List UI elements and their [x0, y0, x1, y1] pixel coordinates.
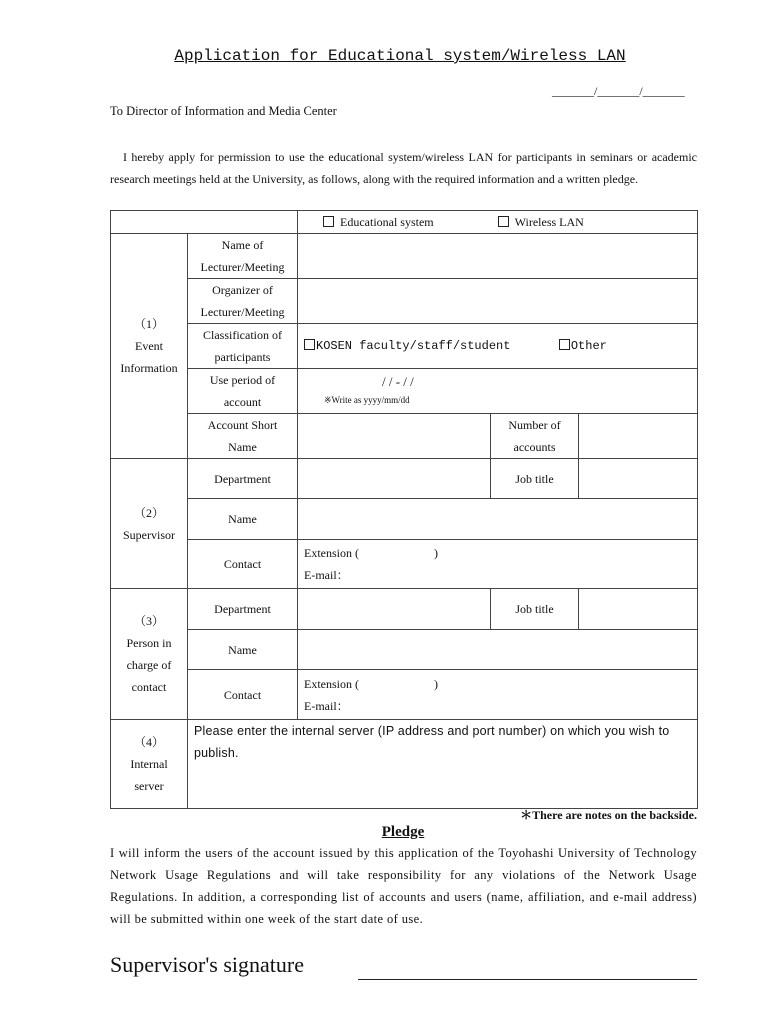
blank-header-cell [111, 211, 298, 234]
supervisor-name-label: Name [188, 499, 298, 540]
section1-label [111, 234, 188, 459]
date-line[interactable]: _______/_______/_______ [552, 84, 685, 98]
use-period-label: Use period of account [188, 369, 298, 414]
educational-checkbox[interactable] [323, 216, 334, 227]
system-options-cell [298, 211, 698, 234]
educational-label: Educational system [340, 215, 434, 229]
contact-department-field[interactable] [298, 589, 491, 630]
backside-note: ＊There are notes on the backside. [520, 808, 697, 822]
supervisor-department-field[interactable] [298, 459, 491, 499]
supervisor-job-title-label: Job title [491, 459, 579, 499]
intro-paragraph [110, 146, 697, 190]
section1-label-2: Information [120, 361, 178, 375]
wireless-label: Wireless LAN [514, 215, 584, 229]
supervisor-contact-field[interactable] [298, 540, 698, 589]
period-format: / / - / / [382, 374, 414, 389]
section2-number: （2） [133, 505, 164, 520]
other-label: Other [570, 339, 607, 353]
name-of-lecturer-label: Name of Lecturer/Meeting [188, 234, 298, 279]
number-accounts-label: Number of accounts [491, 414, 579, 459]
supervisor-contact-label: Contact [188, 540, 298, 589]
account-short-field[interactable] [298, 414, 491, 459]
section1-label-1: Event [135, 339, 163, 353]
wireless-checkbox[interactable] [498, 216, 509, 227]
section3-label-2: charge of [126, 658, 172, 672]
contact-email: E-mail： [304, 698, 349, 713]
contact-job-title-label: Job title [491, 589, 579, 630]
section4-label [111, 720, 188, 809]
supervisor-extension: Extension ( ) [304, 546, 438, 560]
section4-label-1: Internal [130, 757, 168, 771]
section4-label-2: server [134, 779, 164, 793]
pledge-text: I will inform the users of the account issued by this application of the Toyohashi University of Technology Network Usage Regulations and will take responsibility for any violations of the Network Usage Regulations. In addition, a corresponding list of accounts and users (name, affiliation, and e-mail address) will be submitted within one week of the start date of use. [110, 846, 697, 926]
contact-name-label: Name [188, 630, 298, 670]
organizer-field[interactable] [298, 279, 698, 324]
contact-job-title-field[interactable] [579, 589, 698, 630]
internal-server-text: Please enter the internal server (IP address and port number) on which you wish to publish. [194, 724, 670, 760]
signature-line[interactable] [358, 979, 697, 980]
classification-options [298, 324, 698, 369]
addressee: To Director of Information and Media Center [110, 104, 337, 118]
contact-contact-label: Contact [188, 670, 298, 720]
supervisor-job-title-field[interactable] [579, 459, 698, 499]
contact-extension: Extension ( ) [304, 676, 438, 691]
name-of-lecturer-field[interactable] [298, 234, 698, 279]
section3-label [111, 589, 188, 720]
internal-server-field[interactable] [188, 720, 698, 809]
section2-label [111, 459, 188, 589]
pledge-heading: Pledge [381, 824, 425, 840]
supervisor-name-field[interactable] [298, 499, 698, 540]
signature-label: Supervisor's signature [110, 952, 304, 977]
contact-department-label: Department [188, 589, 298, 630]
section2-label-text: Supervisor [123, 527, 175, 542]
kosen-label: KOSEN faculty/staff/student [316, 339, 511, 353]
contact-name-field[interactable] [298, 630, 698, 670]
supervisor-email: E-mail： [304, 568, 349, 582]
application-form-table [110, 210, 698, 809]
section4-number: （4） [133, 735, 164, 749]
contact-contact-field[interactable] [298, 670, 698, 720]
account-short-label: Account Short Name [188, 414, 298, 459]
section3-number: （3） [133, 614, 164, 628]
other-checkbox[interactable] [559, 339, 570, 350]
organizer-label: Organizer of Lecturer/Meeting [188, 279, 298, 324]
section3-label-3: contact [131, 680, 167, 694]
period-note: ※Write as yyyy/mm/dd [324, 395, 410, 405]
section1-number: （1） [133, 317, 164, 331]
classification-label: Classification of participants [188, 324, 298, 369]
kosen-checkbox[interactable] [304, 339, 315, 350]
intro-text: I hereby apply for permission to use the educational system/wireless LAN for participants in seminars or academic research meetings held at the University, as follows, along with the required information and a written pledge. [110, 150, 697, 186]
number-accounts-field[interactable] [579, 414, 698, 459]
section3-label-1: Person in [126, 636, 172, 650]
use-period-field[interactable] [298, 369, 698, 414]
supervisor-department-label: Department [188, 459, 298, 499]
page-title: Application for Educational system/Wireless LAN [174, 47, 626, 65]
